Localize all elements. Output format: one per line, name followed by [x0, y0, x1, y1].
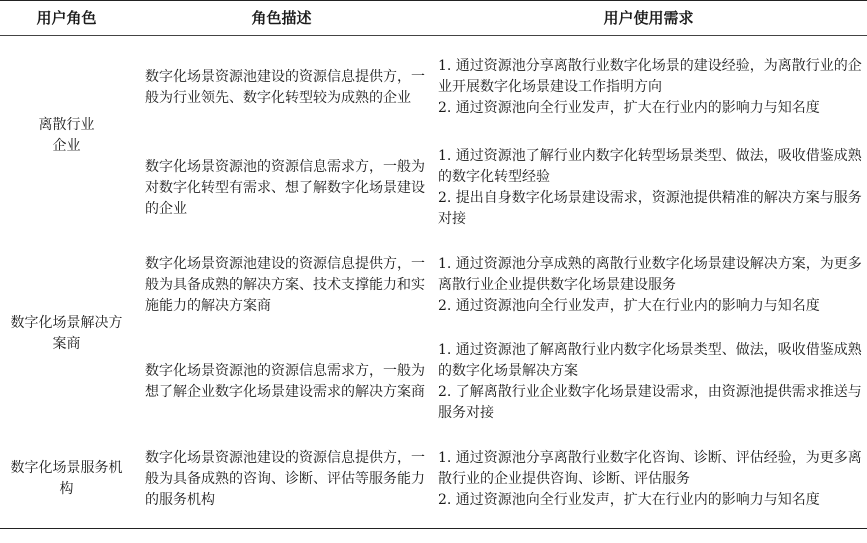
header-user-needs: 用户使用需求	[430, 1, 867, 36]
role-cell-solution-provider	[0, 237, 133, 431]
needs-cell	[430, 431, 867, 529]
description-cell: 数字化场景资源池建设的资源信息提供方，一般为具备成熟的解决方案、技术支撑能力和实施能力的解决方案商	[145, 255, 425, 314]
role-cell-service-agency	[0, 431, 133, 529]
need-item: 2. 通过资源池向全行业发声，扩大在行业内的影响力与知名度	[438, 491, 820, 508]
need-item: 2. 了解离散行业企业数字化场景建设需求，由资源池提供需求推送与服务对接	[438, 384, 862, 421]
need-item: 1. 通过资源池分享成熟的离散行业数字化场景建设解决方案，为更多离散行业企业提供数字化场景建设服务	[438, 255, 862, 293]
need-item: 2. 提出自身数字化场景建设需求，资源池提供精准的解决方案与服务对接	[438, 190, 862, 227]
need-item: 1. 通过资源池了解离散行业内数字化场景类型、做法，吸收借鉴成熟的数字化场景解决方案	[438, 342, 862, 379]
header-role-description: 角色描述	[133, 1, 430, 36]
description-cell: 数字化场景资源池的资源信息需求方，一般为对数字化转型有需求、想了解数字化场景建设的企业	[145, 158, 425, 217]
needs-cell	[430, 334, 867, 431]
role-label: 数字化场景服务机构	[10, 460, 123, 498]
table-row	[0, 237, 867, 334]
description-cell: 数字化场景资源池的资源信息需求方，一般为想了解企业数字化场景建设需求的解决方案商	[145, 363, 425, 400]
needs-cell	[430, 36, 867, 140]
header-row	[0, 1, 867, 36]
needs-cell	[430, 237, 867, 334]
role-label: 离散行业企业	[38, 117, 95, 155]
header-user-role: 用户角色	[0, 1, 133, 36]
need-item: 1. 通过资源池分享离散行业数字化场景的建设经验，为离散行业的企业开展数字化场景建设工作指明方向	[438, 58, 862, 96]
description-cell: 数字化场景资源池建设的资源信息提供方，一般为行业领先、数字化转型较为成熟的企业	[145, 68, 425, 106]
table-row	[0, 431, 867, 529]
description-cell: 数字化场景资源池建设的资源信息提供方，一般为具备成熟的咨询、诊断、评估等服务能力的服务机构	[133, 431, 430, 529]
role-cell-discrete-enterprise	[0, 36, 133, 237]
need-item: 2. 通过资源池向全行业发声，扩大在行业内的影响力与知名度	[438, 297, 820, 314]
role-label: 数字化场景解决方案商	[10, 314, 123, 352]
need-item: 2. 通过资源池向全行业发声，扩大在行业内的影响力与知名度	[438, 100, 820, 117]
table-row	[0, 36, 867, 140]
needs-cell	[430, 140, 867, 237]
need-item: 1. 通过资源池了解行业内数字化转型场景类型、做法，吸收借鉴成熟的数字化转型经验	[438, 148, 862, 185]
need-item: 1. 通过资源池分享离散行业数字化咨询、诊断、评估经验，为更多离散行业的企业提供咨询、诊断、评估服务	[438, 449, 862, 487]
